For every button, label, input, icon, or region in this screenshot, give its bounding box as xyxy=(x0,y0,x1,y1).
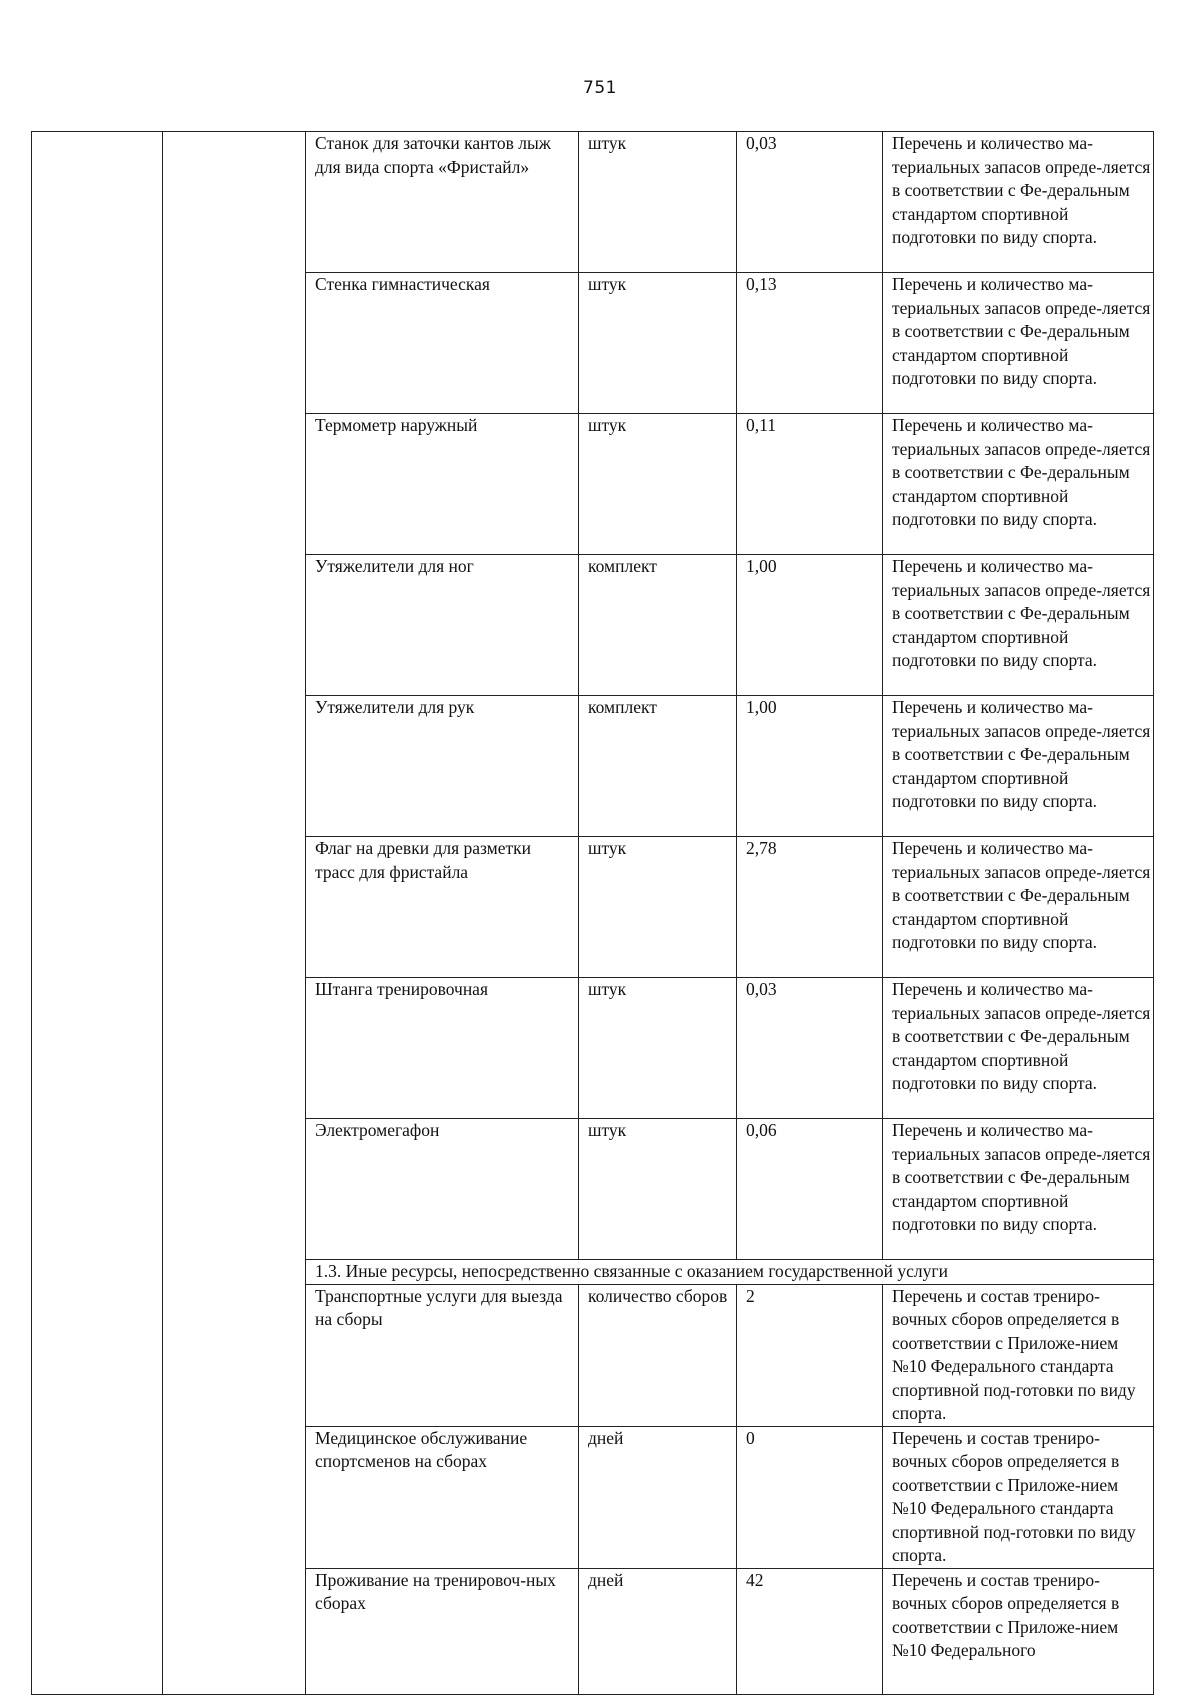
resource-value: 0,11 xyxy=(737,414,883,555)
resource-note: Перечень и состав трениро-вочных сборов определяется в соответствии с Приложе-нием №10 Федерального стандарта спортивной под-готовки по виду спорта. xyxy=(883,1284,1154,1426)
resource-unit: количество сборов xyxy=(579,1284,737,1426)
empty-column-2 xyxy=(163,132,306,1695)
resource-value: 42 xyxy=(737,1568,883,1694)
resource-value: 1,00 xyxy=(737,696,883,837)
resource-value: 0,06 xyxy=(737,1119,883,1260)
resource-name: Утяжелители для ног xyxy=(306,555,579,696)
resource-note: Перечень и количество ма-териальных запасов опреде-ляется в соответствии с Фе-деральным стандартом спортивной подготовки по виду спорта. xyxy=(883,414,1154,555)
empty-column-1 xyxy=(32,132,163,1695)
resource-note: Перечень и количество ма-териальных запасов опреде-ляется в соответствии с Фе-деральным стандартом спортивной подготовки по виду спорта. xyxy=(883,555,1154,696)
resource-name: Флаг на древки для разметки трасс для фристайла xyxy=(306,837,579,978)
resource-name: Стенка гимнастическая xyxy=(306,273,579,414)
resource-note: Перечень и состав трениро-вочных сборов определяется в соответствии с Приложе-нием №10 Федерального xyxy=(883,1568,1154,1694)
resource-name: Утяжелители для рук xyxy=(306,696,579,837)
page-number: 751 xyxy=(583,78,617,98)
resource-name: Термометр наружный xyxy=(306,414,579,555)
section-heading: 1.3. Иные ресурсы, непосредственно связанные с оказанием государственной услуги xyxy=(306,1260,1154,1285)
resource-note: Перечень и количество ма-териальных запасов опреде-ляется в соответствии с Фе-деральным стандартом спортивной подготовки по виду спорта. xyxy=(883,837,1154,978)
resource-value: 2 xyxy=(737,1284,883,1426)
resource-value: 0,03 xyxy=(737,132,883,273)
resource-unit: комплект xyxy=(579,696,737,837)
resource-name: Медицинское обслуживание спортсменов на сборах xyxy=(306,1426,579,1568)
resource-unit: дней xyxy=(579,1568,737,1694)
resource-unit: штук xyxy=(579,978,737,1119)
resource-value: 0,03 xyxy=(737,978,883,1119)
resource-note: Перечень и количество ма-териальных запасов опреде-ляется в соответствии с Фе-деральным стандартом спортивной подготовки по виду спорта. xyxy=(883,273,1154,414)
resource-name: Штанга тренировочная xyxy=(306,978,579,1119)
resources-table xyxy=(31,131,1154,1695)
resource-note: Перечень и количество ма-териальных запасов опреде-ляется в соответствии с Фе-деральным стандартом спортивной подготовки по виду спорта. xyxy=(883,1119,1154,1260)
resource-note: Перечень и количество ма-териальных запасов опреде-ляется в соответствии с Фе-деральным стандартом спортивной подготовки по виду спорта. xyxy=(883,978,1154,1119)
resource-unit: штук xyxy=(579,837,737,978)
resource-name: Станок для заточки кантов лыж для вида спорта «Фристайл» xyxy=(306,132,579,273)
resource-name: Проживание на тренировоч-ных сборах xyxy=(306,1568,579,1694)
resource-value: 0 xyxy=(737,1426,883,1568)
resource-note: Перечень и состав трениро-вочных сборов определяется в соответствии с Приложе-нием №10 Федерального стандарта спортивной под-готовки по виду спорта. xyxy=(883,1426,1154,1568)
resource-unit: штук xyxy=(579,132,737,273)
table-row xyxy=(32,132,1154,273)
resource-name: Транспортные услуги для выезда на сборы xyxy=(306,1284,579,1426)
resource-unit: штук xyxy=(579,414,737,555)
resource-note: Перечень и количество ма-териальных запасов опреде-ляется в соответствии с Фе-деральным стандартом спортивной подготовки по виду спорта. xyxy=(883,132,1154,273)
resource-unit: дней xyxy=(579,1426,737,1568)
resource-unit: штук xyxy=(579,1119,737,1260)
resource-value: 0,13 xyxy=(737,273,883,414)
resource-value: 2,78 xyxy=(737,837,883,978)
resource-value: 1,00 xyxy=(737,555,883,696)
resource-unit: комплект xyxy=(579,555,737,696)
resource-note: Перечень и количество ма-териальных запасов опреде-ляется в соответствии с Фе-деральным стандартом спортивной подготовки по виду спорта. xyxy=(883,696,1154,837)
resource-name: Электромегафон xyxy=(306,1119,579,1260)
resource-unit: штук xyxy=(579,273,737,414)
